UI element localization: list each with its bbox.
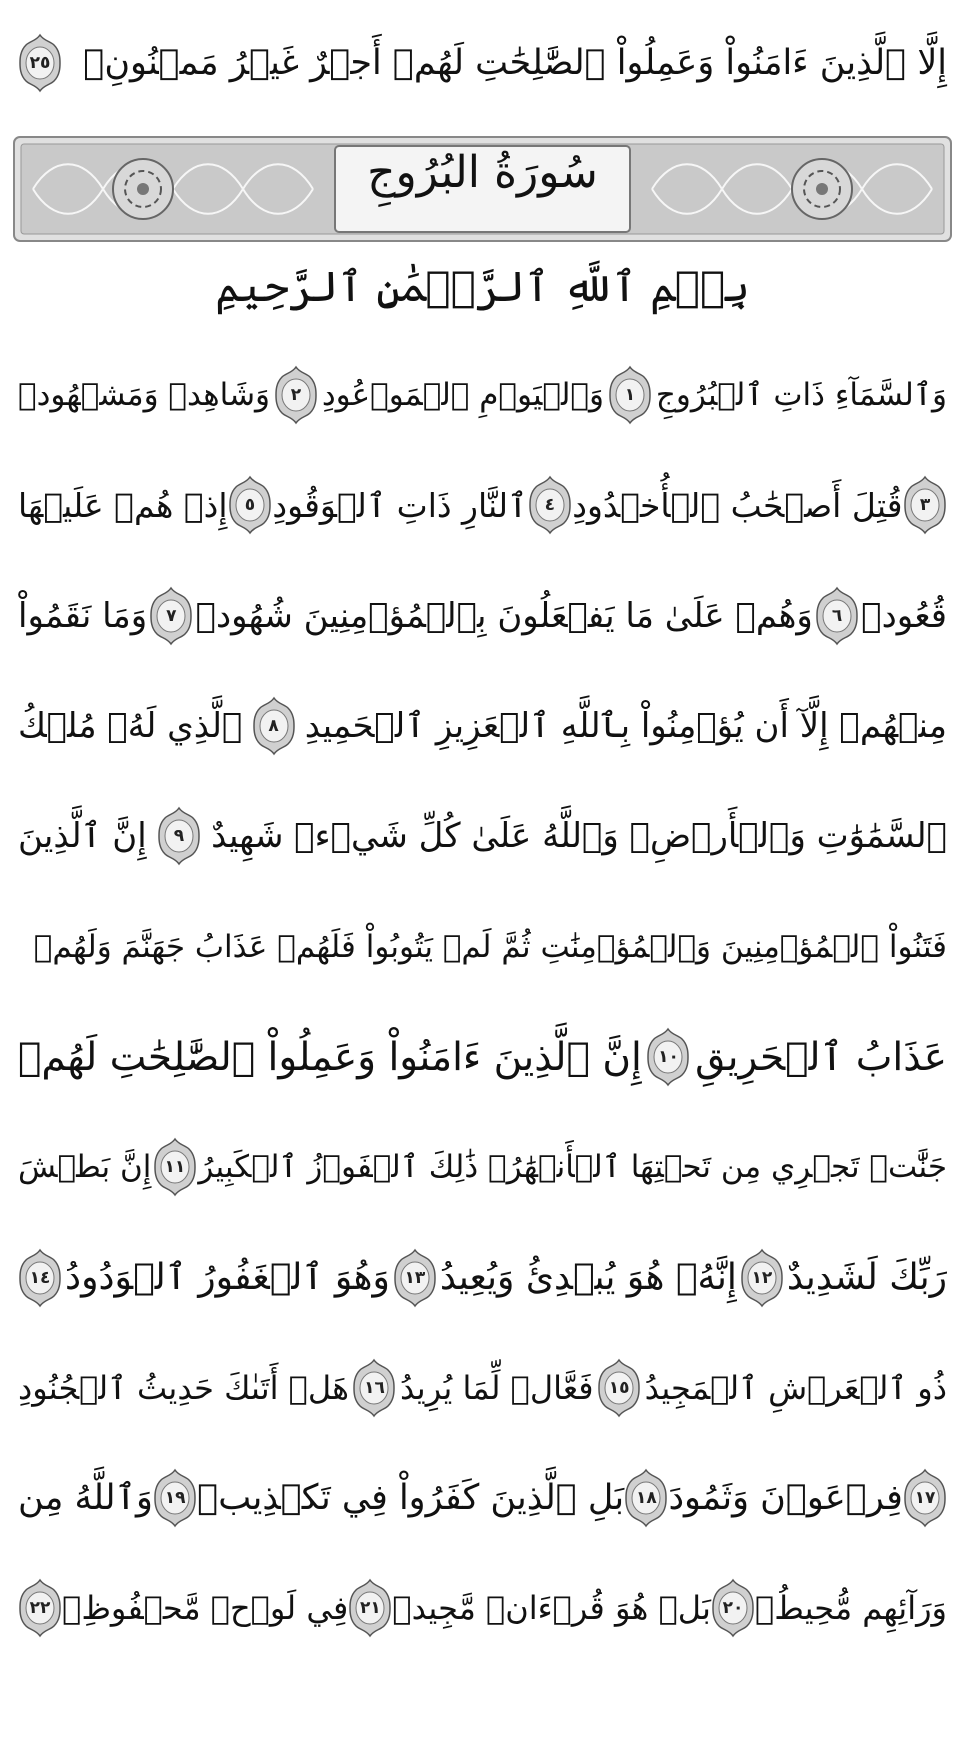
verse-text: ذُو ٱلۡعَرۡشِ ٱلۡمَجِيدُ: [644, 1369, 947, 1407]
verse-text: وَرَآئِهِم مُّحِيطُۢ: [755, 1589, 947, 1627]
verse-text: عَذَابُ ٱلۡحَرِيقِ: [695, 1034, 947, 1080]
ayah-number: ٢٠: [722, 1598, 744, 1618]
ayah-end-marker: [608, 365, 652, 425]
ayah-number: ٢٥: [29, 53, 51, 73]
verse-line: [18, 1002, 947, 1112]
ayah-end-marker: [153, 1468, 197, 1528]
ayah-end-marker: [18, 1248, 62, 1308]
verse-text: إِنَّ ٱلَّذِينَ ءَامَنُواْ وَعَمِلُواْ ٱلصَّٰلِحَٰتِ لَهُمۡ: [18, 1034, 642, 1080]
ayah-end-marker: [711, 1578, 755, 1638]
ayah-number: ١٥: [608, 1378, 630, 1398]
ayah-number: ١٧: [914, 1488, 936, 1508]
verse-text: بَلِ ٱلَّذِينَ كَفَرُواْ فِي تَكۡذِيبٖ: [197, 1477, 625, 1518]
ayah-number: ٢٢: [29, 1598, 51, 1618]
verse-text: جَنَّٰتٞ تَجۡرِي مِن تَحۡتِهَا ٱلۡأَنۡهَٰرُۚ ذَٰلِكَ ٱلۡفَوۡزُ ٱلۡكَبِيرُ: [198, 1148, 947, 1185]
verse-line: [18, 8, 947, 118]
ayah-number: ١٩: [164, 1488, 186, 1508]
ayah-end-marker: [740, 1248, 784, 1308]
ayah-number: ٣: [919, 495, 931, 515]
verse-text: إِنَّ ٱلَّذِينَ: [18, 816, 147, 856]
ayah-end-marker: [157, 806, 201, 866]
verse-line: [18, 1112, 947, 1222]
ayah-number: ٦: [831, 606, 843, 626]
ayah-number: ٢١: [359, 1598, 381, 1618]
ayah-end-marker: [352, 1358, 396, 1418]
ayah-end-marker: [274, 365, 318, 425]
verse-text: وَمَا نَقَمُواْ: [18, 596, 148, 636]
ayah-end-marker: [597, 1358, 641, 1418]
verse-text: وَشَاهِدٖ وَمَشۡهُودٖ: [18, 376, 271, 413]
ayah-end-marker: [149, 586, 193, 646]
verse-text: ٱلسَّمَٰوَٰتِ وَٱلۡأَرۡضِۚ وَٱللَّهُ عَلَىٰ كُلِّ شَيۡءٖ شَهِيدٌ: [211, 816, 947, 856]
verse-line: [18, 781, 947, 891]
verse-text: فَتَنُواْ ٱلۡمُؤۡمِنِينَ وَٱلۡمُؤۡمِنَٰتِ ثُمَّ لَمۡ يَتُوبُواْ فَلَهُمۡ عَذَابُ جَهَنَّمَ وَلَهُمۡ: [33, 928, 947, 965]
verse-line: [18, 1443, 947, 1553]
ayah-end-marker: [348, 1578, 392, 1638]
ayah-end-marker: [528, 475, 572, 535]
ayah-number: ٧: [166, 606, 177, 626]
ayah-end-marker: [815, 586, 859, 646]
ayah-number: ١: [624, 385, 636, 405]
verse-line: [18, 892, 947, 1002]
ayah-number: ١٨: [635, 1488, 657, 1508]
verse-text: وَٱلۡيَوۡمِ ٱلۡمَوۡعُودِ: [321, 376, 605, 413]
verse-line: [18, 1223, 947, 1333]
basmala: بِسۡمِ ٱللَّهِ ٱلرَّحۡمَٰنِ ٱلرَّحِيمِ: [215, 262, 750, 311]
ayah-end-marker: [153, 1137, 197, 1197]
verse-text: فِي لَوۡحٖ مَّحۡفُوظِۭ: [62, 1589, 349, 1627]
verse-text: هَلۡ أَتَىٰكَ حَدِيثُ ٱلۡجُنُودِ: [18, 1369, 349, 1407]
ayah-number: ١٦: [364, 1378, 385, 1398]
verse-text: إِلَّا ٱلَّذِينَ ءَامَنُواْ وَعَمِلُواْ ٱلصَّٰلِحَٰتِ لَهُمۡ أَجۡرٌ غَيۡرُ مَمۡنُونِۭ: [83, 42, 947, 83]
ayah-end-marker: [18, 1578, 62, 1638]
ayah-end-marker: [393, 1248, 437, 1308]
verse-line: [18, 450, 947, 560]
verse-text: قُتِلَ أَصۡحَٰبُ ٱلۡأُخۡدُودِ: [572, 485, 903, 525]
ayah-end-marker: [252, 696, 296, 756]
verse-text: وَهُمۡ عَلَىٰ مَا يَفۡعَلُونَ بِٱلۡمُؤۡمِنِينَ شُهُودٞ: [195, 596, 813, 636]
verse-line: [18, 1333, 947, 1443]
ayah-number: ١٤: [29, 1268, 51, 1288]
ayah-end-marker: [646, 1027, 690, 1087]
verse-text: وَٱلسَّمَآءِ ذَاتِ ٱلۡبُرُوجِ: [655, 376, 947, 413]
ayah-end-marker: [903, 1468, 947, 1528]
ayah-number: ١١: [164, 1157, 186, 1177]
ayah-number: ٤: [544, 495, 556, 515]
verse-text: وَٱللَّهُ مِن: [18, 1477, 153, 1518]
surah-title: سُورَةُ البُرُوجِ: [367, 147, 598, 198]
verse-text: قُعُودٞ: [861, 596, 947, 636]
ayah-end-marker: [624, 1468, 668, 1528]
verse-text: فِرۡعَوۡنَ وَثَمُودَ: [668, 1477, 903, 1518]
verse-line: [18, 340, 947, 450]
verse-text: إِذۡ هُمۡ عَلَيۡهَا: [18, 485, 228, 525]
ayah-number: ١٣: [404, 1268, 426, 1288]
verse-text: إِنَّهُۥ هُوَ يُبۡدِئُ وَيُعِيدُ: [439, 1257, 737, 1298]
verse-text: مِنۡهُمۡ إِلَّآ أَن يُؤۡمِنُواْ بِٱللَّهِ ٱلۡعَزِيزِ ٱلۡحَمِيدِ: [304, 706, 947, 746]
ayah-end-marker: [18, 33, 62, 93]
ayah-number: ١٢: [751, 1268, 773, 1288]
ayah-number: ١٠: [658, 1047, 679, 1067]
ayah-end-marker: [903, 475, 947, 535]
verse-line: [18, 561, 947, 671]
verse-text: رَبِّكَ لَشَدِيدٌ: [786, 1257, 947, 1298]
verse-text: ٱلَّذِي لَهُۥ مُلۡكُ: [18, 706, 243, 746]
ayah-number: ٨: [268, 716, 279, 736]
ayah-number: ٥: [244, 495, 256, 515]
ayah-end-marker: [228, 475, 272, 535]
verse-text: ٱلنَّارِ ذَاتِ ٱلۡوَقُودِ: [272, 485, 528, 525]
verse-line: [18, 671, 947, 781]
verse-text: إِنَّ بَطۡشَ: [18, 1148, 152, 1185]
verse-text: فَعَّالٞ لِّمَا يُرِيدُ: [400, 1369, 594, 1407]
ayah-number: ٩: [173, 826, 185, 846]
verse-line: [18, 1553, 947, 1663]
verse-text: بَلۡ هُوَ قُرۡءَانٞ مَّجِيدٞ: [392, 1589, 711, 1627]
ayah-number: ٢: [290, 385, 302, 405]
verse-text: وَهُوَ ٱلۡغَفُورُ ٱلۡوَدُودُ: [65, 1257, 390, 1298]
